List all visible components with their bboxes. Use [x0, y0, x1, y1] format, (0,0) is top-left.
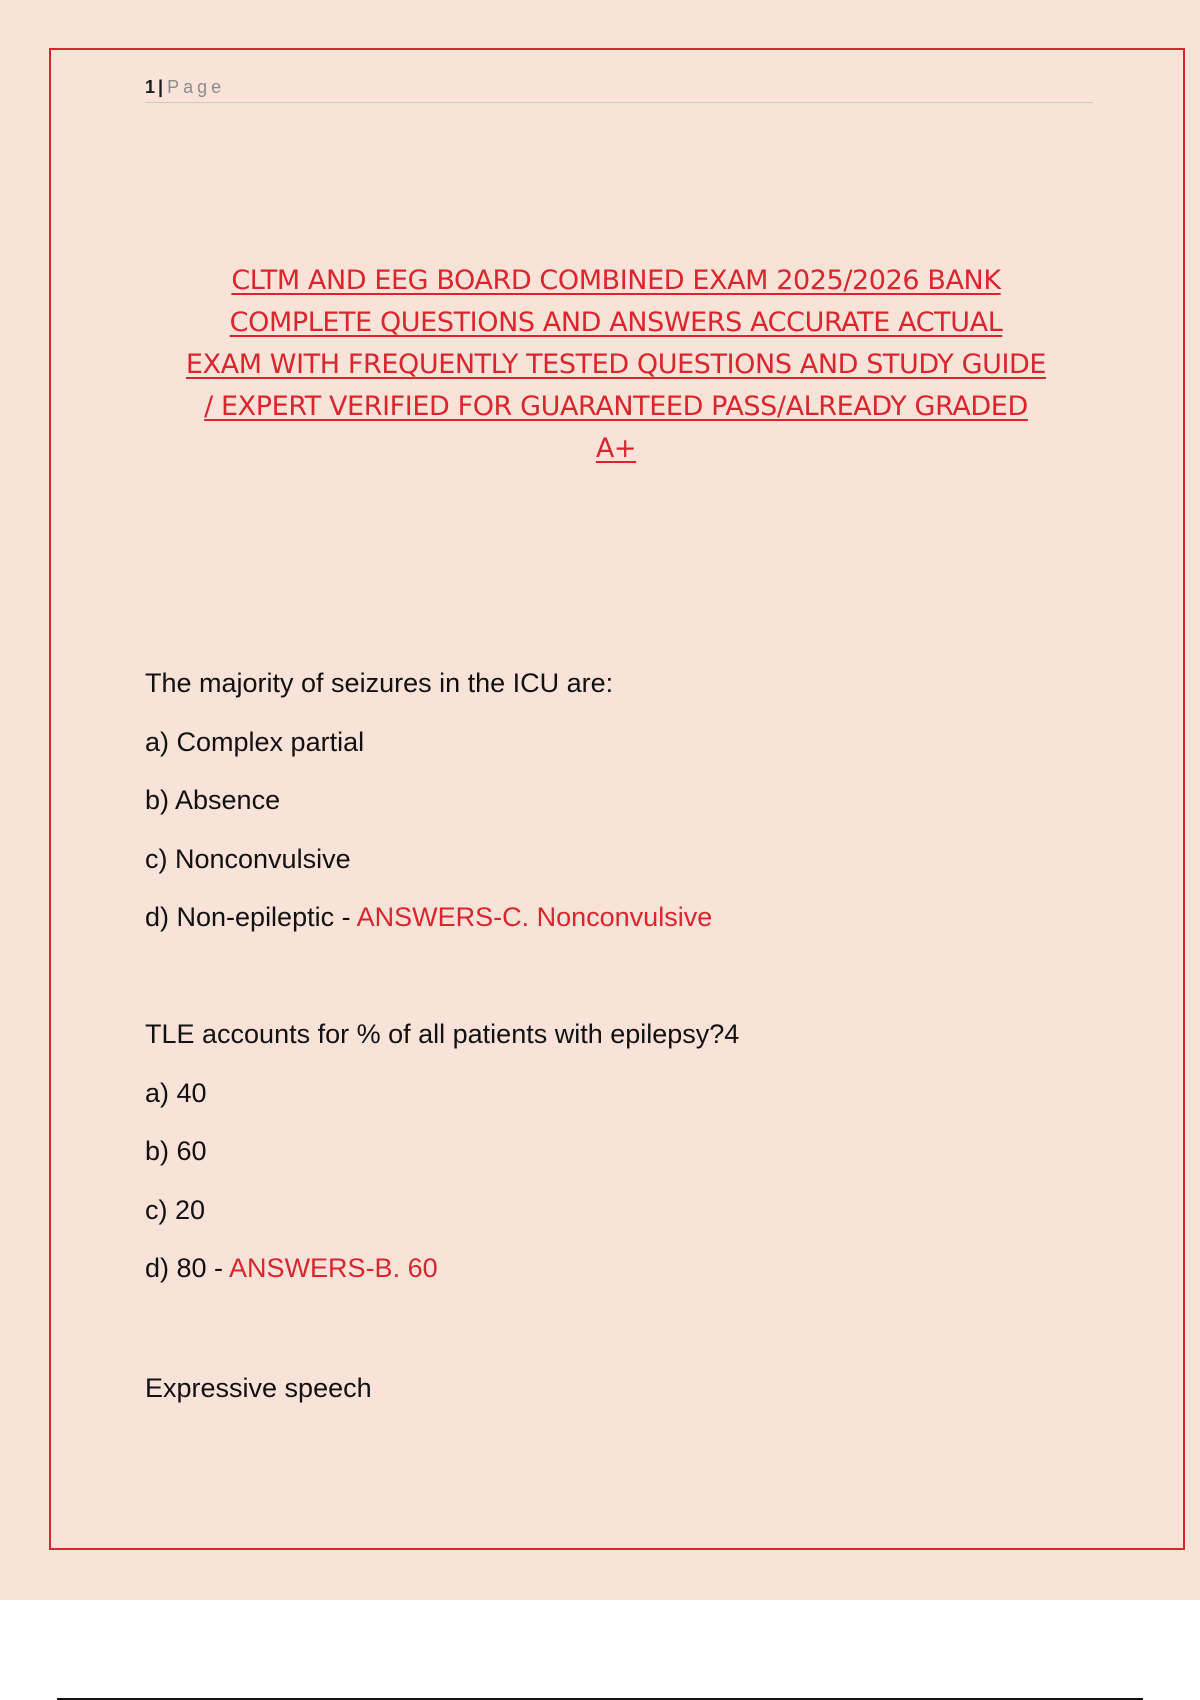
question-text: The majority of seizures in the ICU are: [145, 668, 614, 698]
question-text: Expressive speech [145, 1373, 372, 1403]
option-a: a) 40 [145, 1077, 207, 1108]
option-c: c) Nonconvulsive [145, 843, 351, 874]
page-label: Page [167, 77, 226, 97]
question-text: TLE accounts for % of all patients with epilepsy?4 [145, 1019, 740, 1049]
title-line: CLTM AND EEG BOARD COMBINED EXAM 2025/2026 BANK [231, 265, 1001, 296]
title-line: COMPLETE QUESTIONS AND ANSWERS ACCURATE ACTUAL [229, 307, 1003, 338]
option-b: b) 60 [145, 1136, 207, 1166]
question-block [145, 663, 712, 956]
question-block [145, 1368, 372, 1427]
title-line: A+ [595, 433, 637, 464]
page-separator: | [158, 77, 164, 97]
title-line: / EXPERT VERIFIED FOR GUARANTEED PASS/ALREADY GRADED [204, 391, 1028, 422]
option-d-row [145, 897, 712, 956]
title-line: EXAM WITH FREQUENTLY TESTED QUESTIONS AND STUDY GUIDE [185, 349, 1047, 380]
option-c: c) 20 [145, 1194, 206, 1225]
option-d-row [145, 1248, 739, 1307]
answer-text: ANSWERS-B. 60 [229, 1253, 438, 1283]
page-number: 1 [145, 77, 156, 97]
option-d: d) 80 - [145, 1253, 230, 1283]
question-block [145, 1014, 739, 1307]
option-a: a) Complex partial [145, 726, 365, 757]
page-header [145, 74, 1093, 103]
option-b: b) Absence [145, 785, 281, 815]
option-d: d) Non-epileptic - [145, 902, 357, 932]
document-title [140, 260, 1092, 470]
answer-text: ANSWERS-C. Nonconvulsive [356, 902, 713, 932]
